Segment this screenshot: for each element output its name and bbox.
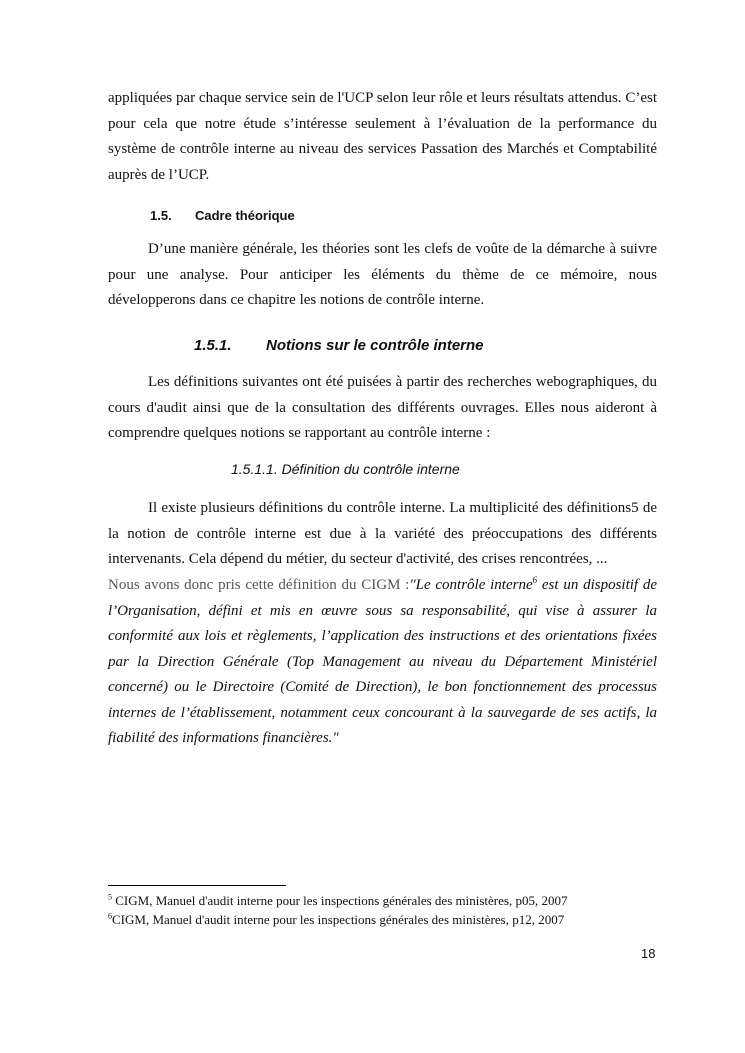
subsection-title: Notions sur le contrôle interne <box>266 337 484 354</box>
cigm-quote-rest: est un dispositif de l’Organisation, défini et mis en œuvre sous sa responsabilité, qui vise à assurer la conformité aux lois et règlements, l’application des instructions et des orientations fixées par la Direction Générale (Top Management au niveau du Département Ministériel concerné) ou le Directoire (Comité de Direction), le bon fonctionnement des processus internes de l’établissement, notamment ceux concourant à la sauvegarde de ses actifs, la fiabilité des informations financières." <box>108 577 657 746</box>
section-number: 1.5. <box>150 208 172 223</box>
section-heading-1-5 <box>150 208 295 223</box>
paragraph-intro: appliquées par chaque service sein de l'UCP selon leur rôle et leurs résultats attendus. C’est pour cela que notre étude s’intéresse seulement à l’évaluation de la performance du système de contrôle interne au niveau des services Passation des Marchés et Comptabilité auprès de l’UCP. <box>108 90 657 183</box>
cigm-intro: Nous avons donc pris cette définition du CIGM : <box>108 577 410 593</box>
footnote-5 <box>108 893 567 909</box>
footnote-6 <box>108 912 564 928</box>
footnote-text: CIGM, Manuel d'audit interne pour les inspections générales des ministères, p05, 2007 <box>112 893 568 908</box>
footnote-ref-6[interactable]: 6 <box>532 575 538 585</box>
footnote-mark: 5 <box>108 892 112 902</box>
cigm-quote-start: "Le contrôle interne <box>409 577 533 593</box>
paragraph-multiple-definitions: Il existe plusieurs définitions du contrôle interne. La multiplicité des définitions5 de la notion de contrôle interne est due à la variété des préoccupations des différents intervenants. Cela dépend du métier, du secteur d'activité, des crises rencontrées, ... <box>108 500 657 567</box>
page-number: 18 <box>641 946 656 961</box>
section-heading-1-5-1-1: 1.5.1.1. Définition du contrôle interne <box>231 461 460 477</box>
footnote-separator <box>108 885 286 886</box>
subsection-number: 1.5.1. <box>194 337 232 354</box>
section-heading-1-5-1 <box>194 337 484 354</box>
paragraph-definitions: Les définitions suivantes ont été puisées à partir des recherches webographiques, du cours d'audit ainsi que de la consultation des différents ouvrages. Elles nous aideront à comprendre quelques notions se rapportant au contrôle interne : <box>108 374 657 441</box>
footnote-mark: 6 <box>108 911 112 921</box>
footnote-text: CIGM, Manuel d'audit interne pour les inspections générales des ministères, p12, 2007 <box>112 912 565 927</box>
paragraph-theory: D’une manière générale, les théories sont les clefs de voûte de la démarche à suivre pour une analyse. Pour anticiper les éléments du thème de ce mémoire, nous développerons dans ce chapitre les notions de contrôle interne. <box>108 241 657 308</box>
section-title: Cadre théorique <box>195 208 295 223</box>
paragraph-cigm-definition <box>108 573 657 752</box>
